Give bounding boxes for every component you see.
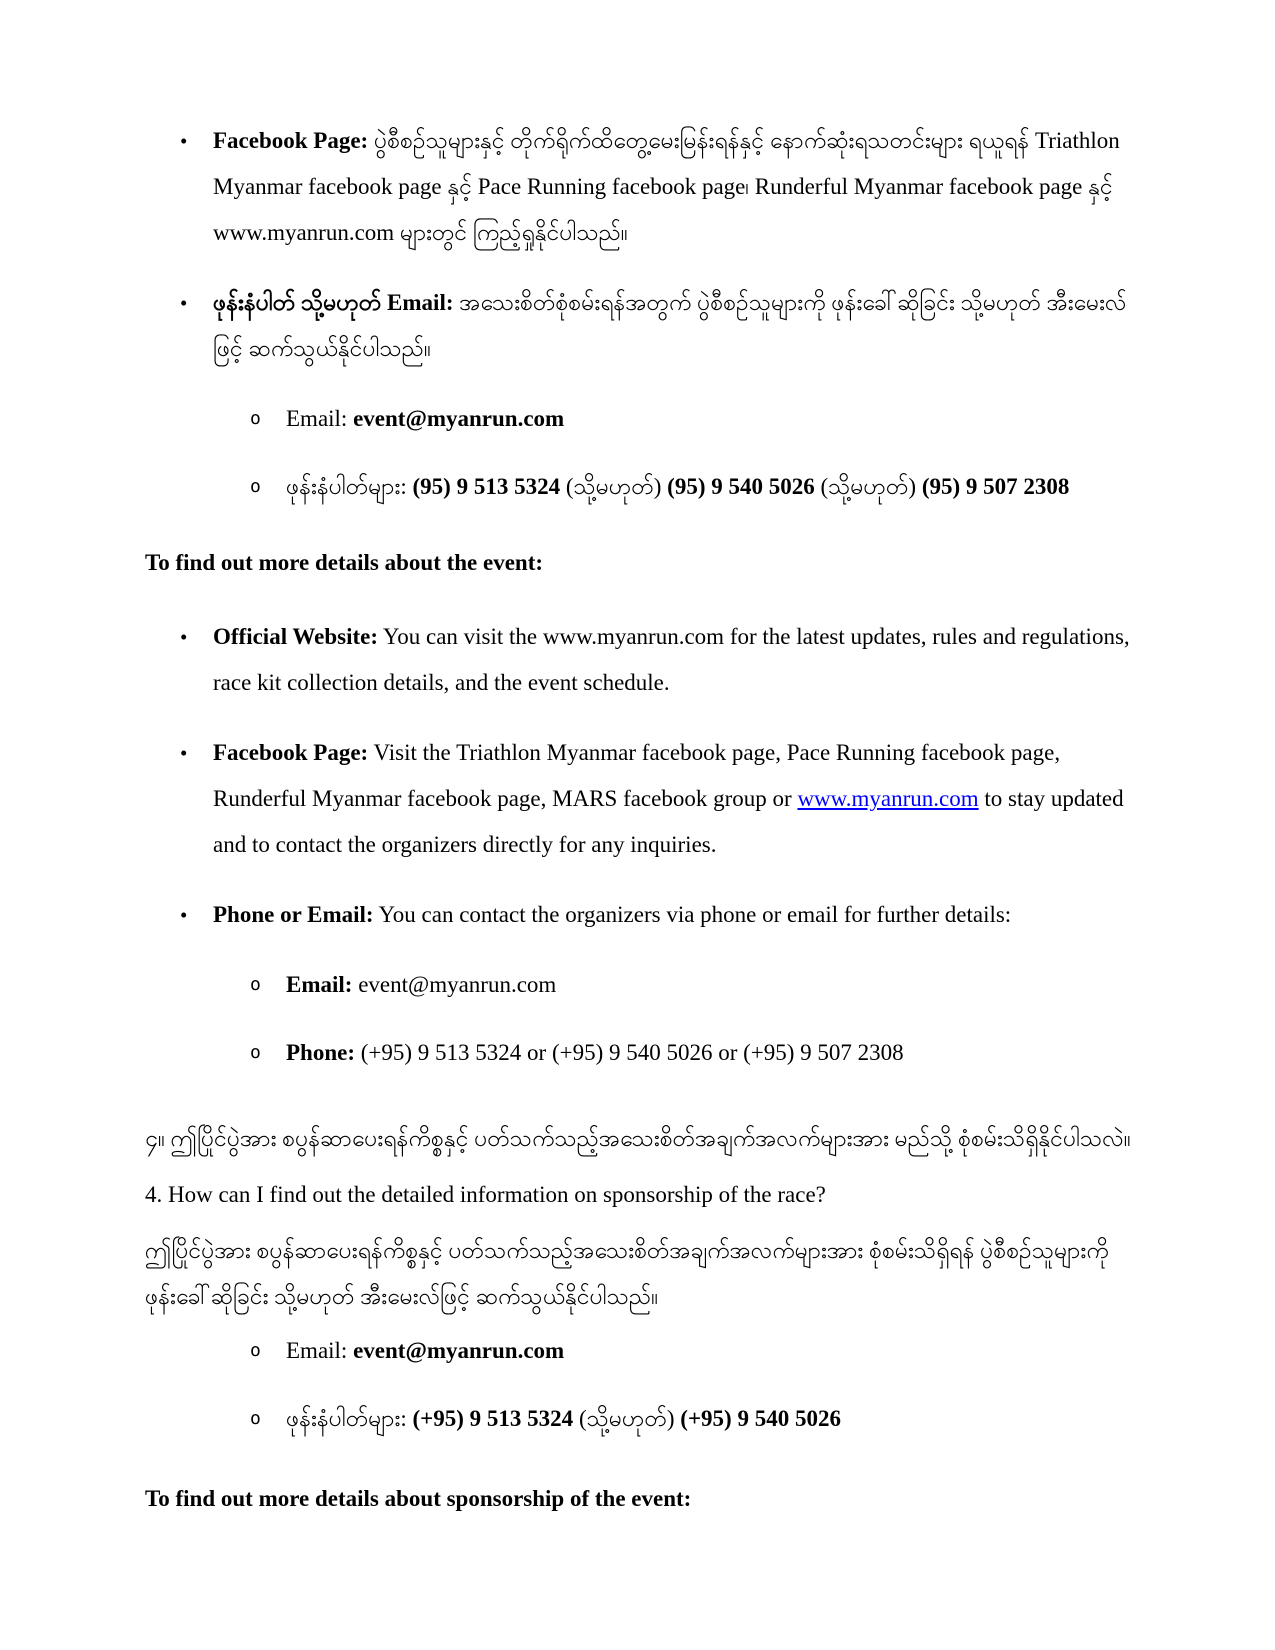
email-label: Email: (286, 1338, 354, 1363)
email-address: event@myanrun.com (353, 1338, 565, 1363)
sub-bullet-email-mm (145, 396, 1133, 442)
bullet-phone-or-email-en-text (213, 892, 1133, 938)
phone-or-email-body-mm: အသေးစိတ်စုံစမ်းရန်အတွက် ပွဲစီစဉ်သူများကို ဖုန်းခေါ်ဆိုခြင်း သို့မဟုတ် အီးမေးလ်ဖြင့် ဆက်သွယ်နိုင်ပါသည်။ (213, 290, 1127, 361)
phone-number-1: (+95) 9 513 5324 (412, 1406, 574, 1431)
sub-bullet-phone-en (145, 1030, 1133, 1076)
bullet-official-website (145, 614, 1133, 706)
paragraph-answer4-mm: ဤပြိုင်ပွဲအား စပွန်ဆာပေးရန်ကိစ္စနှင့် ပတ်သက်သည့်အသေးစိတ်အချက်အလက်များအား စုံစမ်းသိရှိရန် ပွဲစီစဉ်သူများကို ဖုန်းခေါ်ဆိုခြင်း သို့မဟုတ် အီးမေးလ်ဖြင့် ဆက်သွယ်နိုင်ပါသည်။ (145, 1238, 1109, 1309)
circle-bullet-icon: o (250, 1042, 261, 1063)
disc-bullet-icon: • (180, 291, 188, 315)
circle-bullet-icon: o (250, 1340, 261, 1361)
circle-bullet-icon: o (250, 974, 261, 995)
disc-bullet-icon: • (180, 741, 188, 765)
phone-numbers-label-mm: ဖုန်းနံပါတ်များ: (286, 1406, 413, 1431)
bullet-facebook-page-en (145, 730, 1133, 868)
disc-bullet-icon: • (180, 129, 188, 153)
phone-number-2: (+95) 9 540 5026 (680, 1406, 841, 1431)
email-label: Email: (286, 406, 354, 431)
bullet-official-website-text (213, 614, 1133, 706)
sub-bullet-phone-sponsorship-text (286, 1396, 1133, 1442)
phone-or-email-body: You can contact the organizers via phone or email for further details: (373, 902, 1012, 927)
sub-bullet-phone-sponsorship (145, 1396, 1133, 1442)
phone-number-3: (95) 9 507 2308 (921, 474, 1070, 499)
or-word-mm: (သို့မဟုတ်) (573, 1406, 681, 1431)
facebook-page-body-after-link: to stay updated and to contact the organizers directly for any inquiries. (213, 786, 1124, 857)
phone-number-1: (95) 9 513 5324 (412, 474, 561, 499)
paragraph-question4-mm: ၄။ ဤပြိုင်ပွဲအား စပွန်ဆာပေးရန်ကိစ္စနှင့် ပတ်သက်သည့်အသေးစိတ်အချက်အလက်များအား မည်သို့ စုံစမ်းသိရှိနိုင်ပါသလဲ။ (145, 1126, 1131, 1151)
sub-bullet-phone-numbers-mm (145, 464, 1133, 510)
circle-bullet-icon: o (250, 476, 261, 497)
circle-bullet-icon: o (250, 408, 261, 429)
myanrun-link[interactable]: www.myanrun.com (797, 786, 979, 811)
bullet-facebook-page-mm (145, 118, 1133, 256)
bullet-phone-or-email-en (145, 892, 1133, 938)
sub-bullet-email-en-text (286, 962, 1133, 1008)
sub-bullet-email-sponsorship-text (286, 1328, 1133, 1374)
disc-bullet-icon: • (180, 625, 188, 649)
bullet-phone-or-email-mm-text (213, 280, 1133, 372)
bullet-facebook-page-mm-text (213, 118, 1133, 256)
phone-numbers: (+95) 9 513 5324 or (+95) 9 540 5026 or (+95) 9 507 2308 (360, 1040, 904, 1065)
heading-sponsorship-details: To find out more details about sponsorship of the event: (145, 1486, 692, 1511)
email-address: event@myanrun.com (358, 972, 557, 997)
phone-numbers-label-mm: ဖုန်းနံပါတ်များ: (286, 474, 413, 499)
sub-bullet-phone-en-text (286, 1030, 1133, 1076)
circle-bullet-icon: o (250, 1408, 261, 1429)
phone-or-email-label: Phone or Email: (213, 902, 374, 927)
heading-event-details: To find out more details about the event: (145, 550, 544, 575)
email-label: Email: (286, 972, 359, 997)
facebook-page-label: Facebook Page: (213, 128, 369, 153)
or-word-mm: (သို့မဟုတ်) (814, 474, 922, 499)
sub-bullet-email-en (145, 962, 1133, 1008)
paragraph-question4-en: 4. How can I find out the detailed information on sponsorship of the race? (145, 1182, 826, 1207)
facebook-page-body-before-link: Visit the Triathlon Myanmar facebook page, Pace Running facebook page, Runderful Myanmar facebook page, MARS facebook group or (213, 740, 1061, 811)
sub-bullet-email-sponsorship (145, 1328, 1133, 1374)
phone-label: Phone: (286, 1040, 361, 1065)
bullet-phone-or-email-mm (145, 280, 1133, 372)
disc-bullet-icon: • (180, 903, 188, 927)
bullet-facebook-page-en-text (213, 730, 1133, 868)
phone-or-email-label-mm: ဖုန်းနံပါတ် သို့မဟုတ် Email: (213, 290, 454, 315)
email-address: event@myanrun.com (353, 406, 565, 431)
phone-number-2: (95) 9 540 5026 (667, 474, 815, 499)
sub-bullet-phone-numbers-mm-text (286, 464, 1133, 510)
facebook-page-body: ပွဲစီစဉ်သူများနှင့် တိုက်ရိုက်ထိတွေ့မေးမြန်းရန်နှင့် နောက်ဆုံးရသတင်းများ ရယူရန် Triathlon Myanmar facebook page နှင့် Pace Running facebook page၊ Runderful Myanmar facebook page နှင့် www.myanrun.com များတွင် ကြည့်ရှုနိုင်ပါသည်။ (213, 128, 1120, 245)
facebook-page-label: Facebook Page: (213, 740, 369, 765)
sub-bullet-email-mm-text (286, 396, 1133, 442)
or-word-mm: (သို့မဟုတ်) (560, 474, 668, 499)
official-website-body: You can visit the www.myanrun.com for the latest updates, rules and regulations, race kit collection details, and the event schedule. (213, 624, 1130, 695)
official-website-label: Official Website: (213, 624, 379, 649)
